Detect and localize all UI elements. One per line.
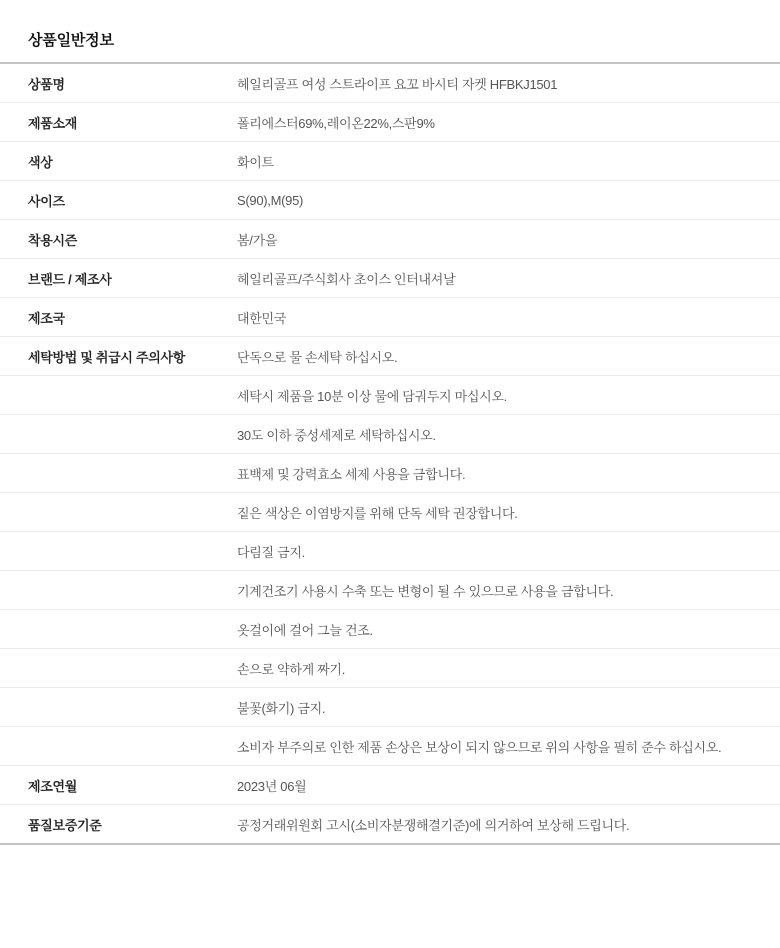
row-label xyxy=(0,688,237,727)
row-value: 옷걸이에 걸어 그늘 건조. xyxy=(237,622,373,638)
row-label xyxy=(0,727,237,766)
table-row xyxy=(0,688,780,727)
row-label: 착용시즌 xyxy=(28,232,78,248)
row-value: 다림질 금지. xyxy=(237,544,305,560)
row-label xyxy=(0,376,237,415)
product-info-table xyxy=(0,62,780,845)
table-row xyxy=(0,727,780,766)
table-row xyxy=(0,298,780,337)
table-row xyxy=(0,181,780,220)
row-value: 2023년 06월 xyxy=(237,778,307,794)
row-label xyxy=(0,493,237,532)
row-value: 불꽃(화기) 금지. xyxy=(237,700,326,716)
row-label xyxy=(0,610,237,649)
bottom-spacer xyxy=(0,845,780,945)
row-value: 소비자 부주의로 인한 제품 손상은 보상이 되지 않으므로 위의 사항을 필히 준수 하십시오. xyxy=(237,739,722,755)
row-value: 단독으로 물 손세탁 하십시오. xyxy=(237,349,398,365)
row-label: 제조국 xyxy=(28,310,65,326)
row-value: 헤일리골프 여성 스트라이프 요꼬 바시티 자켓 HFBKJ1501 xyxy=(237,76,558,92)
row-value: 헤일리골프/주식회사 초이스 인터내셔날 xyxy=(237,271,456,287)
row-value: 봄/가을 xyxy=(237,232,278,248)
row-value: 공정거래위원회 고시(소비자분쟁해결기준)에 의거하여 보상해 드립니다. xyxy=(237,817,630,833)
row-label: 제조연월 xyxy=(28,778,78,794)
row-label: 세탁방법 및 취급시 주의사항 xyxy=(28,349,186,365)
row-label xyxy=(0,415,237,454)
table-row xyxy=(0,805,780,845)
row-label xyxy=(0,454,237,493)
table-row xyxy=(0,766,780,805)
row-label: 브랜드 / 제조사 xyxy=(28,271,112,287)
row-label xyxy=(0,532,237,571)
row-value: 화이트 xyxy=(237,154,274,170)
row-value: 30도 이하 중성세제로 세탁하십시오. xyxy=(237,427,436,443)
product-info-table-body xyxy=(0,63,780,844)
row-value: 폴리에스터69%,레이온22%,스판9% xyxy=(237,115,435,131)
table-row xyxy=(0,259,780,298)
table-row xyxy=(0,220,780,259)
table-row xyxy=(0,415,780,454)
row-label xyxy=(0,571,237,610)
table-row xyxy=(0,610,780,649)
page-title: 상품일반정보 xyxy=(28,32,114,49)
row-value: 기계건조기 사용시 수축 또는 변형이 될 수 있으므로 사용을 금합니다. xyxy=(237,583,614,599)
table-row xyxy=(0,454,780,493)
row-label: 품질보증기준 xyxy=(28,817,102,833)
table-row xyxy=(0,571,780,610)
row-label: 사이즈 xyxy=(28,193,65,209)
table-row xyxy=(0,493,780,532)
row-label: 색상 xyxy=(28,154,53,170)
table-row xyxy=(0,376,780,415)
table-row xyxy=(0,532,780,571)
row-label xyxy=(0,649,237,688)
row-value: S(90),M(95) xyxy=(237,192,304,208)
row-value: 대한민국 xyxy=(237,310,287,326)
row-value: 짙은 색상은 이염방지를 위해 단독 세탁 권장합니다. xyxy=(237,505,518,521)
row-value: 세탁시 제품을 10분 이상 물에 담궈두지 마십시오. xyxy=(237,388,507,404)
row-label: 제품소재 xyxy=(28,115,78,131)
row-value: 손으로 약하게 짜기. xyxy=(237,661,345,677)
table-row xyxy=(0,142,780,181)
table-row xyxy=(0,103,780,142)
row-value: 표백제 및 강력효소 세제 사용을 금합니다. xyxy=(237,466,466,482)
row-label: 상품명 xyxy=(28,76,65,92)
table-row xyxy=(0,63,780,103)
table-row xyxy=(0,649,780,688)
table-row xyxy=(0,337,780,376)
